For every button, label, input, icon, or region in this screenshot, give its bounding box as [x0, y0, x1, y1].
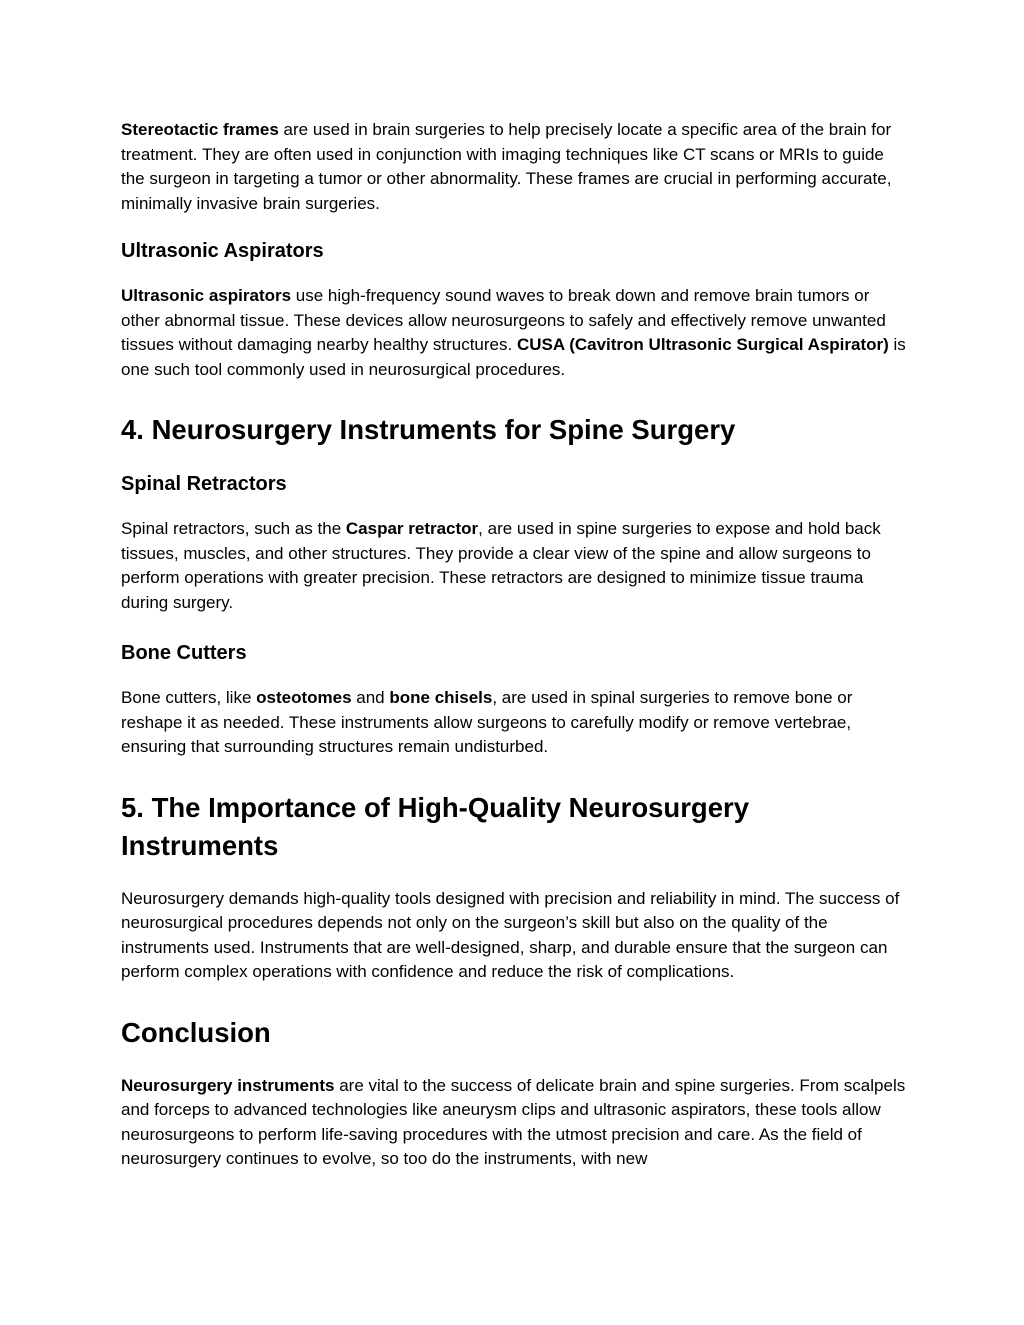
paragraph-text: use high-frequency sound waves to break down and remove brain tumors or other abnormal tissue. These devices allow neurosurgeons to safely and effectively remove unwanted tissues without damaging nearby healthy structures.	[121, 286, 886, 354]
term-neurosurgery-instruments: Neurosurgery instruments	[121, 1075, 335, 1095]
heading-conclusion: Conclusion	[121, 1016, 271, 1048]
paragraph-text: and	[351, 688, 390, 707]
paragraph-text: Neurosurgery demands high-quality tools designed with precision and reliability in mind. The success of neurosurgical procedures depends not only on the surgeon’s skill but also on the quality of the instruments used. Instruments that are well-designed, sharp, and durable ensure that the surgeon can perform complex operations with confidence and reduce the risk of complications.	[121, 888, 900, 981]
term-cusa: CUSA (Cavitron Ultrasonic Surgical Aspirator)	[516, 335, 889, 354]
paragraph-text: is one such tool commonly used in neurosurgical procedures.	[121, 335, 906, 379]
heading-section-4: 4. Neurosurgery Instruments for Spine Surgery	[121, 414, 736, 445]
term-bone-chisels: bone chisels	[389, 688, 493, 707]
term-caspar-retractor: Caspar retractor	[345, 519, 479, 538]
paragraph-conclusion	[121, 1074, 911, 1172]
paragraph-text: , are used in spine surgeries to expose and hold back tissues, muscles, and other structures. They provide a clear view of the spine and allow surgeons to perform operations with greater precision. These retractors are designed to minimize tissue trauma during surgery.	[121, 519, 881, 612]
paragraph-bone-cutters	[121, 686, 911, 760]
paragraph-high-quality-instruments	[121, 887, 911, 985]
term-stereotactic-frames: Stereotactic frames	[121, 120, 279, 139]
paragraph-text: Bone cutters, like	[121, 688, 257, 707]
paragraph-text: are vital to the success of delicate brain and spine surgeries. From scalpels and forceps to advanced technologies like aneurysm clips and ultrasonic aspirators, these tools allow neurosurgeons to perform life-saving procedures with the utmost precision and care. As the field of neurosurgery continues to evolve, so too do the instruments, with new	[121, 1075, 906, 1168]
heading-ultrasonic-aspirators: Ultrasonic Aspirators	[121, 240, 324, 262]
paragraph-text: Spinal retractors, such as the	[121, 519, 346, 538]
term-ultrasonic-aspirators: Ultrasonic aspirators	[121, 286, 292, 305]
paragraph-text: , are used in spinal surgeries to remove bone or reshape it as needed. These instruments allow surgeons to carefully modify or remove vertebrae, ensuring that surrounding structures remain undisturbed.	[121, 688, 853, 756]
paragraph-spinal-retractors	[121, 517, 911, 615]
document-page	[121, 118, 911, 1172]
paragraph-ultrasonic-aspirators	[121, 284, 911, 382]
paragraph-text: are used in brain surgeries to help precisely locate a specific area of the brain for treatment. They are often used in conjunction with imaging techniques like CT scans or MRIs to guide the surgeon in targeting a tumor or other abnormality. These frames are crucial in performing accurate, minimally invasive brain surgeries.	[121, 120, 892, 213]
paragraph-stereotactic-frames	[121, 118, 911, 216]
heading-bone-cutters: Bone Cutters	[121, 642, 247, 664]
heading-section-5: 5. The Importance of High-Quality Neurosurgery Instruments	[121, 791, 750, 861]
heading-spinal-retractors: Spinal Retractors	[121, 473, 287, 495]
term-osteotomes: osteotomes	[256, 688, 352, 707]
